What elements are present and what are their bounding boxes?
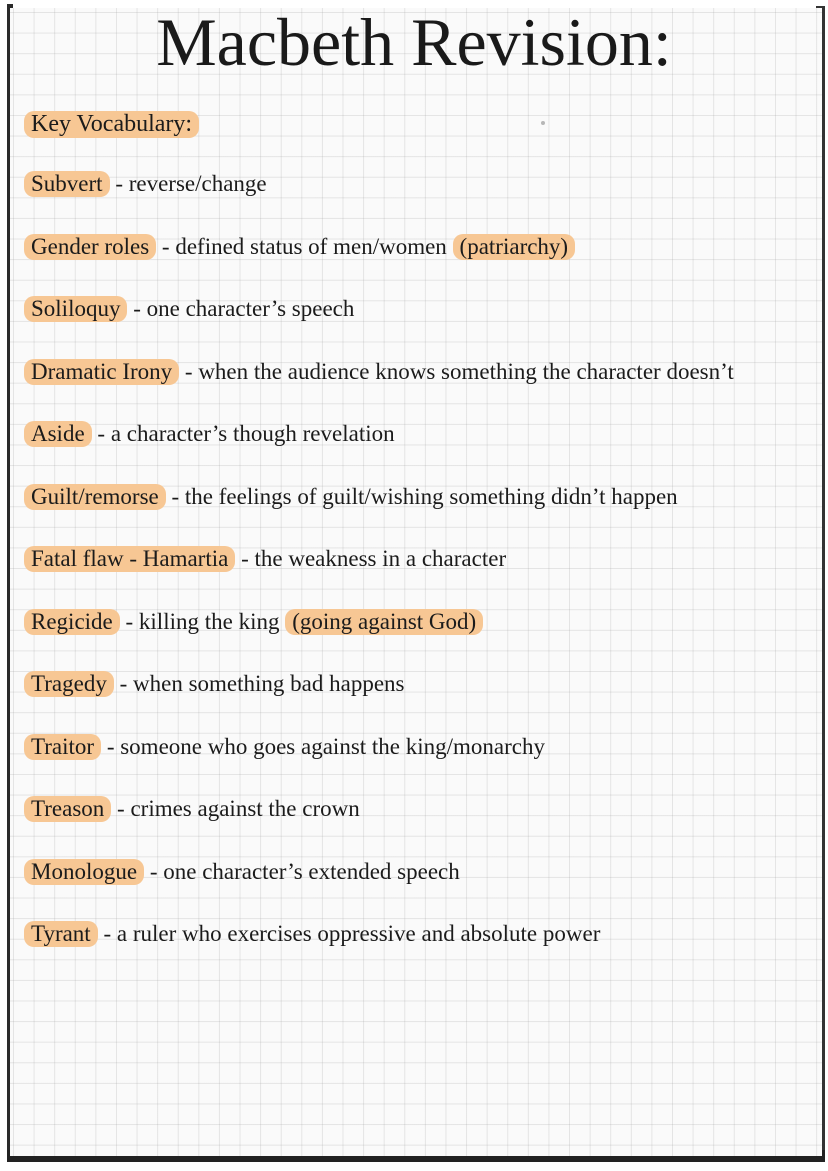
term-separator: - bbox=[91, 421, 111, 446]
vocabulary-definition: when the audience knows something the character doesn’t bbox=[198, 358, 734, 384]
vocabulary-entry bbox=[24, 606, 483, 638]
vocabulary-entry bbox=[24, 856, 460, 888]
vocabulary-definition: crimes against the crown bbox=[130, 796, 360, 821]
term-separator: - bbox=[113, 671, 133, 696]
term-separator: - bbox=[119, 608, 139, 634]
vocabulary-term: Tragedy bbox=[24, 671, 114, 697]
vocabulary-term: Fatal flaw - Hamartia bbox=[24, 546, 235, 572]
vocabulary-definition: a ruler who exercises oppressive and absolute power bbox=[116, 921, 601, 946]
vocabulary-definition: the feelings of guilt/wishing something didn’t happen bbox=[184, 483, 678, 509]
vocabulary-term: Traitor bbox=[24, 734, 101, 760]
vocabulary-definition: killing the king bbox=[138, 608, 286, 634]
definition-highlight: (going against God) bbox=[285, 609, 483, 635]
vocabulary-term: Aside bbox=[24, 421, 92, 447]
vocabulary-definition: when something bad happens bbox=[133, 671, 405, 696]
term-separator: - bbox=[156, 233, 176, 259]
heading-highlight: Key Vocabulary: bbox=[24, 111, 199, 138]
vocabulary-term: Treason bbox=[24, 796, 111, 822]
term-separator: - bbox=[109, 171, 129, 196]
vocabulary-term: Dramatic Irony bbox=[24, 359, 179, 385]
term-separator: - bbox=[235, 546, 255, 571]
vocabulary-term: Tyrant bbox=[24, 921, 98, 947]
vocabulary-definition: one character’s extended speech bbox=[163, 858, 460, 884]
term-separator: - bbox=[97, 921, 117, 946]
vocabulary-entry bbox=[24, 231, 575, 263]
vocabulary-entry bbox=[24, 293, 354, 325]
vocabulary-entry bbox=[24, 731, 545, 763]
vocabulary-entry bbox=[24, 356, 734, 388]
vocabulary-term: Gender roles bbox=[24, 234, 156, 260]
vocabulary-definition: defined status of men/women bbox=[175, 233, 453, 259]
term-separator: - bbox=[144, 858, 164, 884]
term-separator: - bbox=[111, 796, 131, 821]
vocabulary-term: Guilt/remorse bbox=[24, 484, 166, 510]
vocabulary-definition: reverse/change bbox=[128, 171, 267, 196]
vocabulary-term: Subvert bbox=[24, 171, 110, 197]
term-separator: - bbox=[101, 733, 121, 759]
vocabulary-term: Regicide bbox=[24, 609, 120, 635]
vocabulary-definition: one character’s speech bbox=[146, 296, 355, 321]
vocabulary-entry bbox=[24, 543, 506, 575]
definition-highlight: (patriarchy) bbox=[453, 234, 576, 260]
vocabulary-definition: the weakness in a character bbox=[254, 546, 507, 571]
vocabulary-entry bbox=[24, 918, 600, 950]
vocabulary-entry bbox=[24, 481, 678, 513]
vocabulary-term: Soliloquy bbox=[24, 296, 127, 322]
term-separator: - bbox=[165, 483, 185, 509]
term-separator: - bbox=[127, 296, 147, 321]
vocabulary-entry bbox=[24, 168, 267, 200]
vocabulary-entry bbox=[24, 418, 395, 450]
vocabulary-term: Monologue bbox=[24, 859, 144, 885]
term-separator: - bbox=[179, 358, 199, 384]
vocabulary-definition: a character’s though revelation bbox=[110, 421, 395, 446]
vocabulary-entry bbox=[24, 793, 360, 825]
page-title: Macbeth Revision: bbox=[156, 4, 672, 80]
vocabulary-entry bbox=[24, 668, 404, 700]
vocabulary-definition: someone who goes against the king/monarchy bbox=[120, 733, 546, 759]
